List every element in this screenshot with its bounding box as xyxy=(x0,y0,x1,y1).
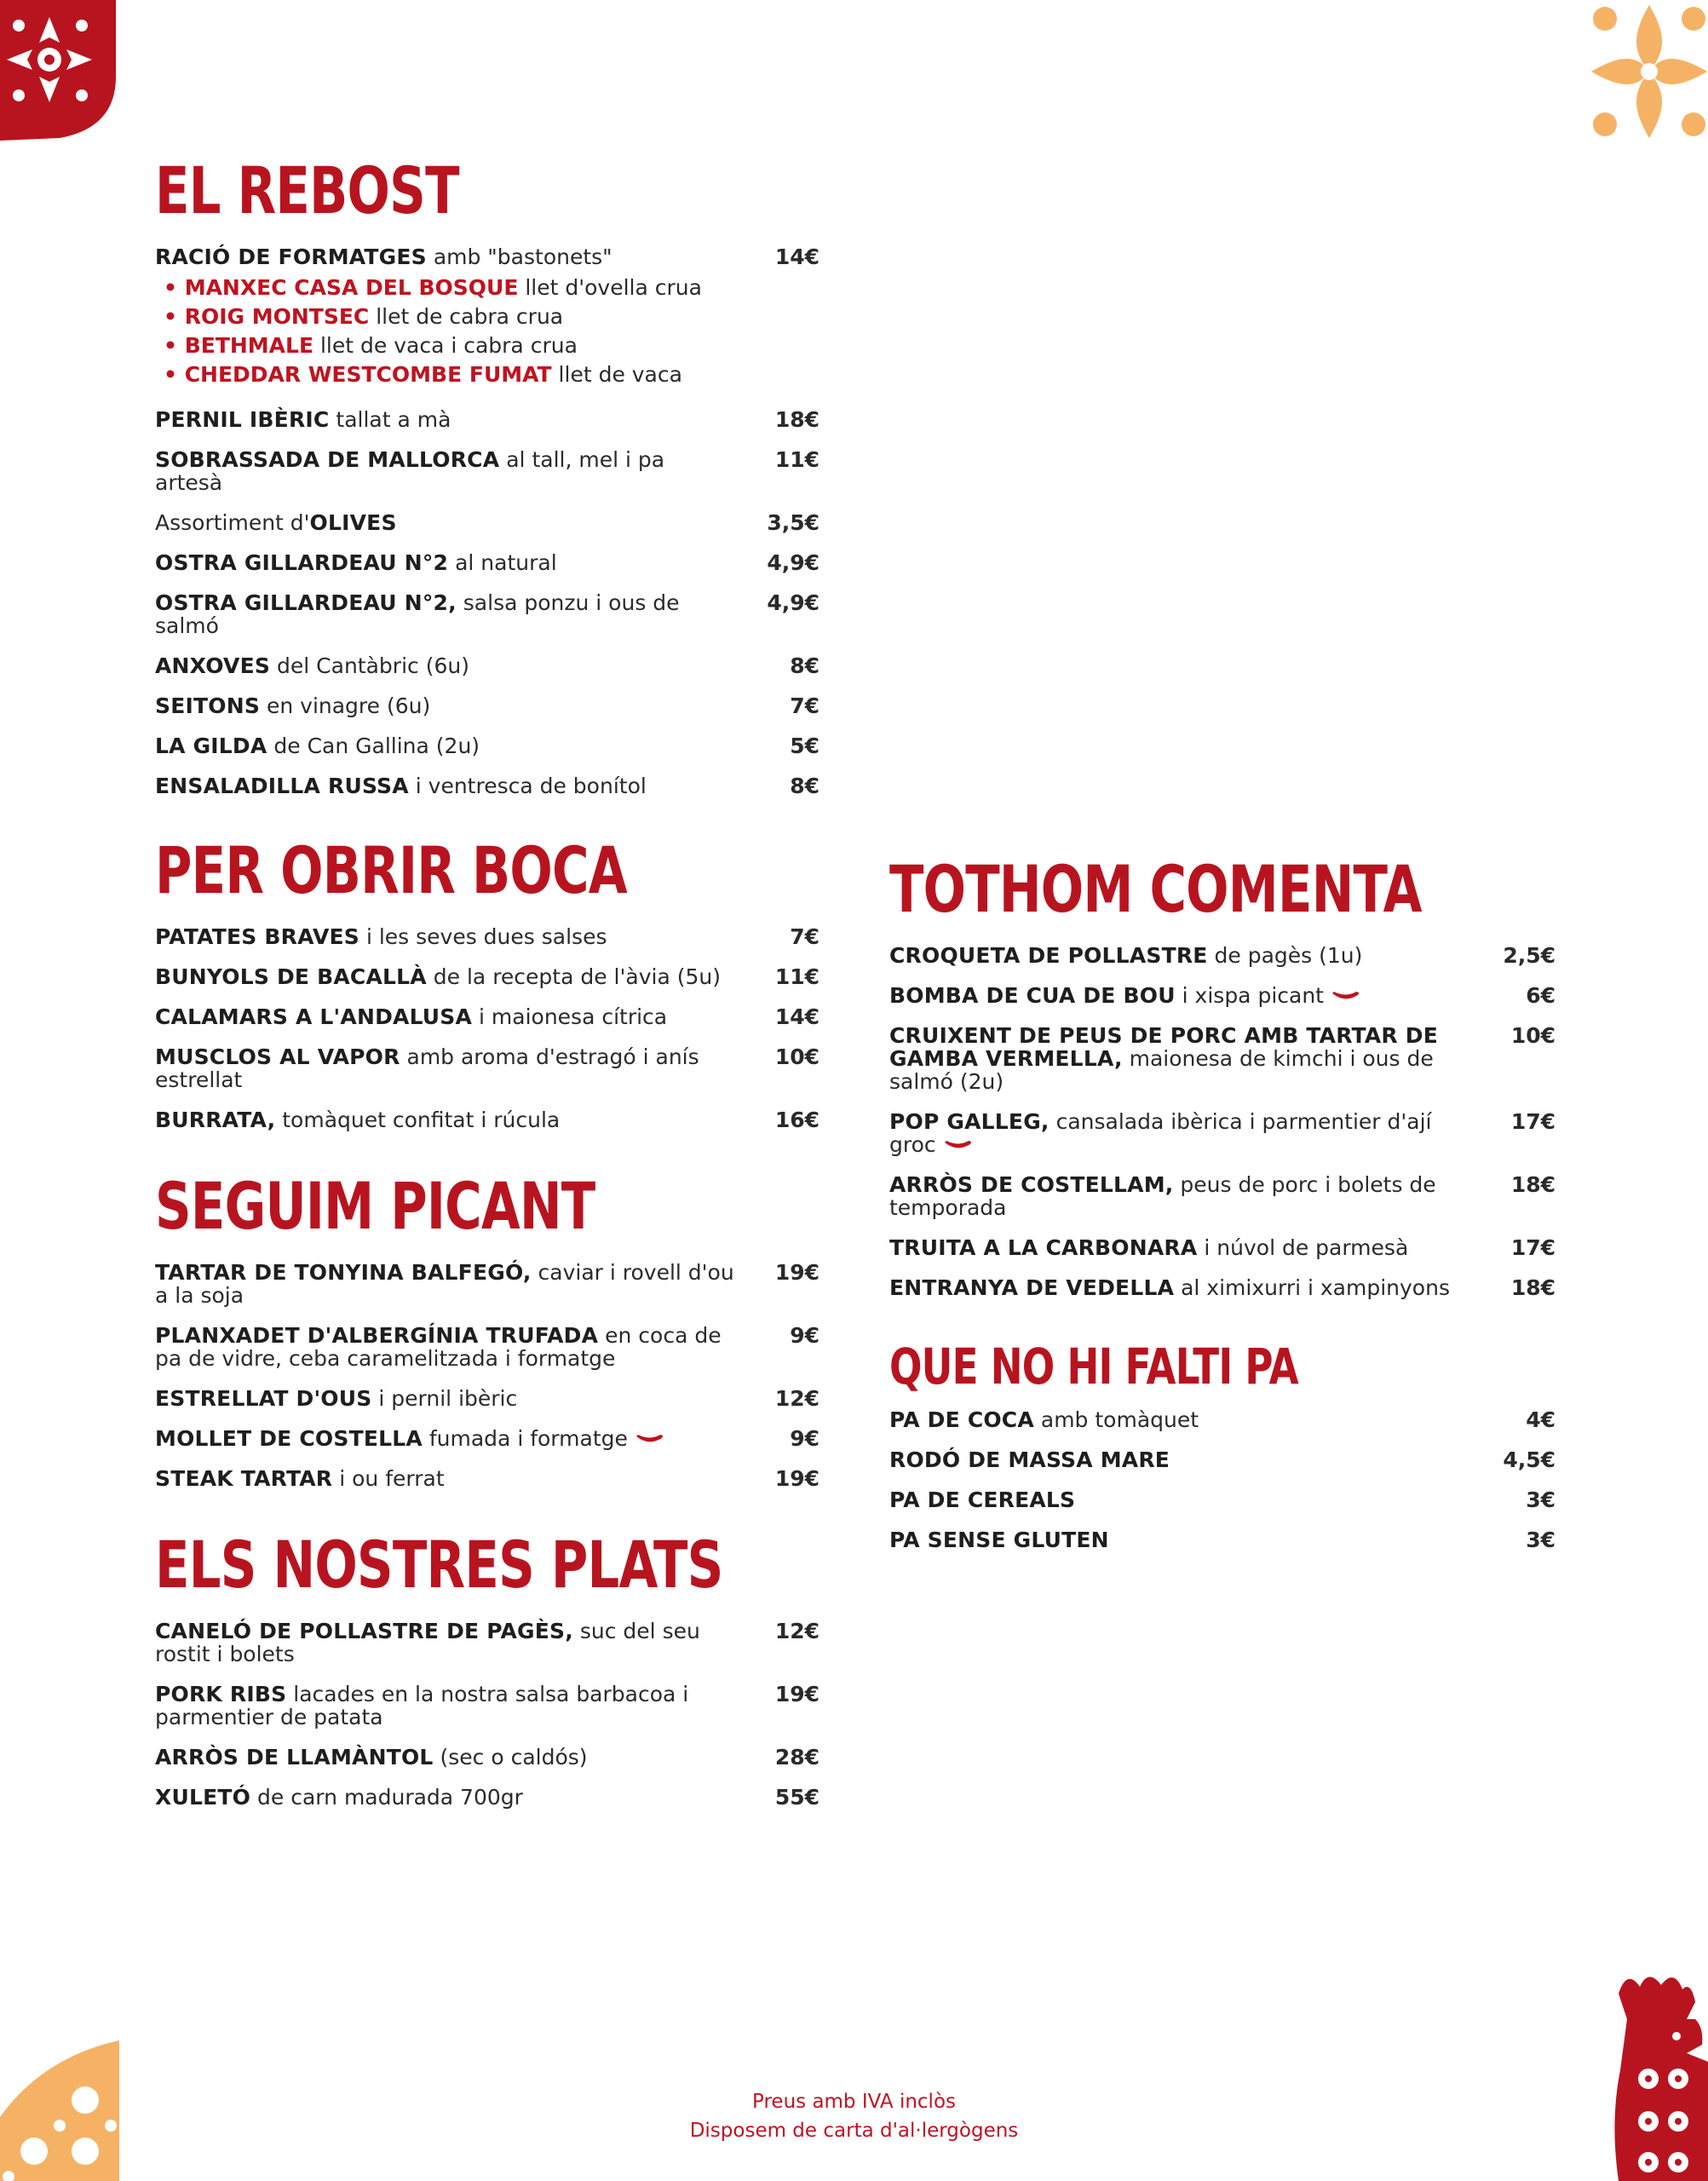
menu-item xyxy=(155,591,819,637)
cheese-item xyxy=(164,331,819,360)
item-description xyxy=(889,1488,1075,1511)
item-detail: maionesa de kimchi i ous de salmó (2u) xyxy=(889,1046,1434,1094)
item-description xyxy=(155,734,480,757)
menu-item xyxy=(155,1324,819,1370)
item-name: ENTRANYA DE VEDELLA xyxy=(889,1275,1175,1300)
item-description xyxy=(155,511,397,534)
menu-item xyxy=(155,925,819,948)
bullet-icon: • xyxy=(164,275,185,300)
item-name: PA DE COCA xyxy=(889,1407,1034,1432)
item-price: 4€ xyxy=(1526,1407,1556,1432)
item-detail: amb aroma d'estragó i anís estrellat xyxy=(155,1044,699,1092)
footer-allergen-note: Disposem de carta d'al·lergògens xyxy=(689,2120,1019,2142)
item-name: PLANXADET D'ALBERGÍNIA TRUFADA xyxy=(155,1323,599,1348)
cheese-detail: llet d'ovella crua xyxy=(525,275,702,300)
item-description xyxy=(889,944,1362,967)
item-price: 9€ xyxy=(790,1426,819,1451)
item-name: MOLLET DE COSTELLA xyxy=(155,1426,423,1451)
left-column xyxy=(155,152,819,1826)
cheese-name: BETHMALE xyxy=(184,333,314,358)
bullet-icon: • xyxy=(164,333,185,358)
item-price: 14€ xyxy=(774,1004,819,1029)
item-price: 28€ xyxy=(774,1745,819,1770)
item-name: MUSCLOS AL VAPOR xyxy=(155,1044,400,1069)
menu-item xyxy=(155,551,819,574)
cheese-name: CHEDDAR WESTCOMBE FUMAT xyxy=(184,362,552,387)
menu-item xyxy=(155,1261,819,1307)
item-detail: i núvol de parmesà xyxy=(1204,1235,1409,1260)
item-description xyxy=(155,1324,734,1370)
item-price: 55€ xyxy=(774,1785,819,1810)
item-name: CANELÓ DE POLLASTRE DE PAGÈS, xyxy=(155,1619,573,1643)
menu-item xyxy=(155,1387,819,1410)
menu-item xyxy=(155,1620,819,1666)
item-detail: i pernil ibèric xyxy=(378,1386,518,1411)
menu-item xyxy=(155,245,819,268)
section-els-nostres-plats xyxy=(155,1527,819,1810)
item-name: XULETÓ xyxy=(155,1785,251,1810)
item-detail: peus de porc i bolets de temporada xyxy=(889,1172,1436,1220)
menu-list xyxy=(889,944,1556,1299)
item-detail: al tall, mel i pa artesà xyxy=(155,447,665,495)
item-description xyxy=(155,1045,734,1091)
item-price: 14€ xyxy=(774,245,819,269)
item-detail: de Can Gallina (2u) xyxy=(273,734,480,758)
item-detail: tomàquet confitat i rúcula xyxy=(282,1108,561,1132)
item-detail: salsa ponzu i ous de salmó xyxy=(155,590,680,638)
cheese-item xyxy=(164,273,819,302)
item-detail: al natural xyxy=(455,550,557,575)
item-prefix: Assortiment d' xyxy=(155,510,310,535)
menu-item xyxy=(155,965,819,988)
menu-item xyxy=(155,408,819,431)
menu-item xyxy=(155,774,819,797)
red-tile-ornament-icon xyxy=(0,0,119,141)
menu-item xyxy=(155,654,819,677)
section-title: ELS NOSTRES PLATS xyxy=(155,1527,723,1603)
item-name: ESTRELLAT D'OUS xyxy=(155,1386,372,1411)
rooster-icon xyxy=(1602,1968,1708,2181)
item-price: 8€ xyxy=(790,774,819,798)
item-price: 19€ xyxy=(774,1260,819,1285)
item-price: 3€ xyxy=(1526,1528,1556,1552)
cheese-name: MANXEC CASA DEL BOSQUE xyxy=(184,275,519,300)
menu-item xyxy=(155,1045,819,1091)
menu-item xyxy=(889,944,1556,967)
item-price: 7€ xyxy=(790,693,819,718)
item-description xyxy=(155,1620,734,1666)
item-description xyxy=(155,694,430,717)
item-detail: cansalada ibèrica i parmentier d'ají groc xyxy=(889,1109,1432,1157)
menu-item xyxy=(889,1408,1556,1431)
item-detail: tallat a mà xyxy=(336,407,451,432)
item-price: 5€ xyxy=(790,734,819,758)
menu-item xyxy=(889,1110,1556,1156)
item-price: 4,9€ xyxy=(767,550,819,575)
item-detail: lacades en la nostra salsa barbacoa i parmentier de patata xyxy=(155,1682,689,1729)
section-title: QUE NO HI FALTI PA xyxy=(889,1338,1298,1395)
item-detail: en vinagre (6u) xyxy=(266,693,431,718)
menu-item xyxy=(155,1786,819,1809)
chili-pepper-icon xyxy=(635,1434,664,1446)
item-name: CRUIXENT DE PEUS DE PORC AMB TARTAR DE GAMBA VERMELLA, xyxy=(889,1023,1439,1071)
menu-item xyxy=(155,1746,819,1769)
footer-vat-note: Preus amb IVA inclòs xyxy=(752,2091,956,2113)
item-detail: suc del seu rostit i bolets xyxy=(155,1619,700,1666)
item-price: 18€ xyxy=(1510,1172,1556,1197)
menu-item xyxy=(155,448,819,494)
item-name: TRUITA A LA CARBONARA xyxy=(889,1235,1198,1260)
item-detail: de pagès (1u) xyxy=(1214,943,1363,968)
item-price: 10€ xyxy=(774,1044,819,1069)
item-name: BURRATA, xyxy=(155,1108,276,1132)
item-description xyxy=(889,1276,1450,1299)
item-description xyxy=(155,1427,664,1450)
cheese-item xyxy=(164,360,819,389)
item-description xyxy=(889,1448,1170,1471)
item-description xyxy=(155,1786,523,1809)
item-name: SOBRASSADA DE MALLORCA xyxy=(155,447,500,472)
item-price: 3,5€ xyxy=(767,510,819,535)
menu-item xyxy=(889,1528,1556,1551)
item-description xyxy=(155,1108,560,1131)
item-price: 10€ xyxy=(1510,1023,1556,1048)
item-description xyxy=(155,1261,734,1307)
item-description xyxy=(155,1005,667,1028)
menu-item xyxy=(155,1108,819,1131)
item-detail: al ximixurri i xampinyons xyxy=(1181,1275,1450,1300)
item-detail: en coca de pa de vidre, ceba caramelitzada i formatge xyxy=(155,1323,722,1371)
chili-pepper-icon xyxy=(943,1140,972,1152)
cheese-detail: llet de vaca i cabra crua xyxy=(319,333,578,358)
item-name: CROQUETA DE POLLASTRE xyxy=(889,943,1208,968)
item-price: 17€ xyxy=(1510,1235,1556,1260)
menu-item xyxy=(889,1488,1556,1511)
item-detail: i les seves dues salses xyxy=(365,924,607,949)
item-detail: amb "bastonets" xyxy=(433,245,612,269)
item-detail: i maionesa cítrica xyxy=(479,1004,668,1029)
section-tothom-comenta xyxy=(889,851,1556,1300)
menu-list xyxy=(155,1620,819,1809)
item-price: 19€ xyxy=(774,1466,819,1491)
item-name: PA DE CEREALS xyxy=(889,1488,1076,1512)
item-description xyxy=(155,1746,588,1769)
item-name: OLIVES xyxy=(309,510,397,535)
item-description xyxy=(155,965,721,988)
bullet-icon: • xyxy=(164,304,185,329)
menu-item xyxy=(155,1467,819,1490)
item-description xyxy=(889,1408,1199,1431)
item-price: 3€ xyxy=(1526,1488,1556,1512)
menu-item xyxy=(155,694,819,717)
cheese-item xyxy=(164,302,819,331)
menu-item xyxy=(889,1173,1556,1219)
cheese-detail: llet de vaca xyxy=(558,362,682,387)
section-title: EL REBOST xyxy=(155,152,459,228)
menu-item xyxy=(889,1024,1556,1093)
item-detail: de carn madurada 700gr xyxy=(257,1785,523,1810)
cheese-name: ROIG MONTSEC xyxy=(184,304,370,329)
item-name: LA GILDA xyxy=(155,734,267,758)
item-price: 9€ xyxy=(790,1323,819,1348)
item-detail: i ventresca de bonítol xyxy=(415,774,647,798)
item-description xyxy=(155,408,451,431)
menu-list xyxy=(155,1261,819,1490)
menu-item xyxy=(889,984,1556,1007)
section-que-no-hi-falti-pa xyxy=(889,1338,1556,1552)
item-description xyxy=(155,1387,517,1410)
item-description xyxy=(155,448,734,494)
menu-item xyxy=(155,734,819,757)
menu-item xyxy=(889,1236,1556,1259)
item-name: OSTRA GILLARDEAU N°2 xyxy=(155,550,449,575)
item-price: 4,5€ xyxy=(1503,1447,1556,1472)
item-name: RODÓ DE MASSA MARE xyxy=(889,1447,1170,1472)
item-detail: i ou ferrat xyxy=(339,1466,445,1491)
bullet-icon: • xyxy=(164,362,185,387)
menu-item xyxy=(155,511,819,534)
item-description xyxy=(889,984,1360,1007)
item-price: 7€ xyxy=(790,924,819,949)
item-description xyxy=(155,591,734,637)
item-price: 17€ xyxy=(1510,1109,1556,1134)
item-name: STEAK TARTAR xyxy=(155,1466,333,1491)
section-title: PER OBRIR BOCA xyxy=(155,832,627,908)
item-price: 12€ xyxy=(774,1619,819,1643)
item-price: 2,5€ xyxy=(1503,943,1556,968)
cheese-list xyxy=(164,273,819,389)
item-description xyxy=(155,551,557,574)
item-price: 12€ xyxy=(774,1386,819,1411)
item-name: CALAMARS A L'ANDALUSA xyxy=(155,1004,473,1029)
item-description xyxy=(155,654,469,677)
item-price: 11€ xyxy=(774,447,819,472)
item-detail: i xispa picant xyxy=(1182,983,1324,1008)
section-per-obrir-boca xyxy=(155,832,819,1132)
item-price: 18€ xyxy=(1510,1275,1556,1300)
item-name: TARTAR DE TONYINA BALFEGÓ, xyxy=(155,1260,532,1285)
item-description xyxy=(155,1683,734,1729)
item-name: ANXOVES xyxy=(155,653,271,678)
item-detail: amb tomàquet xyxy=(1040,1407,1199,1432)
item-description xyxy=(155,925,607,948)
item-price: 4,9€ xyxy=(767,590,819,615)
section-title: SEGUIM PICANT xyxy=(155,1168,595,1244)
item-price: 16€ xyxy=(774,1108,819,1132)
item-detail: de la recepta de l'àvia (5u) xyxy=(433,964,721,989)
section-title: TOTHOM COMENTA xyxy=(889,851,1422,927)
item-name: PERNIL IBÈRIC xyxy=(155,407,330,432)
footer-notes xyxy=(0,2087,1708,2145)
menu-item xyxy=(155,1005,819,1028)
chili-pepper-icon xyxy=(1331,991,1360,1003)
item-description xyxy=(155,245,612,268)
right-column xyxy=(889,851,1556,1568)
menu-item xyxy=(155,1427,819,1450)
item-description xyxy=(889,1528,1109,1551)
item-name: SEITONS xyxy=(155,693,261,718)
item-name: POP GALLEG, xyxy=(889,1109,1050,1134)
item-price: 11€ xyxy=(774,964,819,989)
cheese-detail: llet de cabra crua xyxy=(376,304,564,329)
item-name: ARRÒS DE COSTELLAM, xyxy=(889,1172,1174,1197)
item-price: 18€ xyxy=(774,407,819,432)
menu-item xyxy=(889,1448,1556,1471)
item-detail: fumada i formatge xyxy=(428,1426,628,1451)
item-description xyxy=(889,1173,1469,1219)
item-price: 19€ xyxy=(774,1682,819,1706)
menu-list xyxy=(155,245,819,797)
menu-list xyxy=(889,1408,1556,1551)
menu-item xyxy=(155,1683,819,1729)
item-detail: (sec o caldós) xyxy=(440,1745,588,1770)
item-price: 8€ xyxy=(790,653,819,678)
section-el-rebost xyxy=(155,152,819,798)
item-name: PA SENSE GLUTEN xyxy=(889,1528,1109,1552)
item-description xyxy=(889,1110,1469,1156)
item-detail: del Cantàbric (6u) xyxy=(277,653,469,678)
item-name: OSTRA GILLARDEAU N°2, xyxy=(155,590,457,615)
item-name: RACIÓ DE FORMATGES xyxy=(155,245,427,269)
item-description xyxy=(155,774,647,797)
menu-item xyxy=(889,1276,1556,1299)
item-name: BOMBA DE CUA DE BOU xyxy=(889,983,1176,1008)
section-seguim-picant xyxy=(155,1168,819,1491)
item-price: 6€ xyxy=(1526,983,1556,1008)
item-name: PORK RIBS xyxy=(155,1682,287,1706)
item-name: PATATES BRAVES xyxy=(155,924,359,949)
item-description xyxy=(889,1236,1408,1259)
item-description xyxy=(155,1467,445,1490)
item-name: ENSALADILLA RUSSA xyxy=(155,774,409,798)
orange-tile-ornament-icon xyxy=(1590,0,1708,143)
menu-list xyxy=(155,925,819,1131)
item-description xyxy=(889,1024,1469,1093)
item-detail: caviar i rovell d'ou a la soja xyxy=(155,1260,734,1308)
item-name: ARRÒS DE LLAMÀNTOL xyxy=(155,1745,434,1770)
item-name: BUNYOLS DE BACALLÀ xyxy=(155,964,427,989)
